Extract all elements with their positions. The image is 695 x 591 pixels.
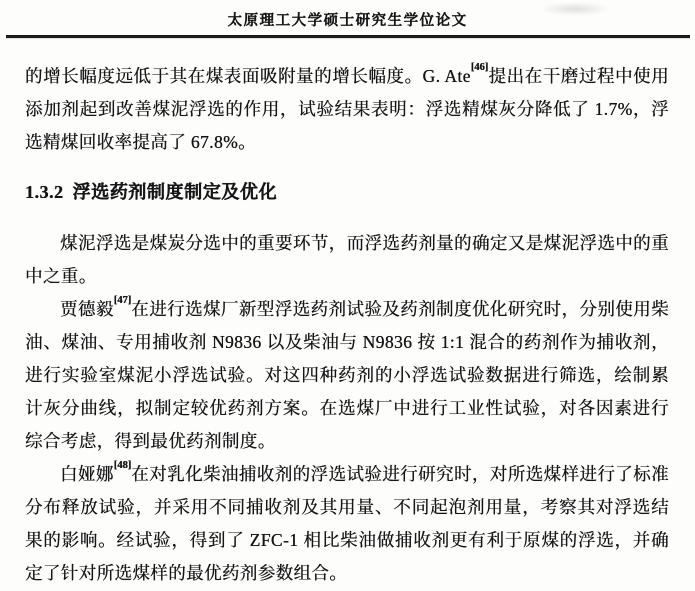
paragraph-1-text-b: 提出在干磨过程中使用添加剂起到改善煤泥浮选的作用，试验结果表明：浮选精煤灰分降低了 1.7%，浮选精煤回收率提高了 67.8%。 — [25, 65, 670, 152]
paragraph-3-author: 贾德毅 — [60, 298, 114, 319]
paragraph-3-text: 在进行选煤厂新型浮选药剂试验及药剂制度优化研究时，分别使用柴油、煤油、专用捕收剂 N9836 以及柴油与 N9836 按 1:1 混合的药剂作为捕收剂，进行实验室煤泥小浮选试验。对这四种药剂的小浮选试验数据进行筛选，绘制累计灰分曲线，拟制定较优药剂方案。在选煤厂中进行工业性试验，对各因素进行综合考虑，得到最优药剂制度。 — [25, 298, 670, 451]
paragraph-1-text-a: 的增长幅度远低于其在煤表面吸附量的增长幅度。G. Ate — [25, 65, 471, 86]
paragraph-4-text: 在对乳化柴油捕收剂的浮选试验进行研究时，对所选煤样进行了标准分布释放试验，并采用不同捕收剂及其用量、不同起泡剂用量，考察其对浮选结果的影响。经试验，得到了 ZFC-1 相比柴油做捕收剂更有利于原煤的浮选，并确定了针对所选煤样的最优药剂参数组合。 — [25, 463, 670, 583]
paragraph-2-text: 煤泥浮选是煤炭分选中的重要环节，而浮选药剂量的确定又是煤泥浮选中的重中之重。 — [25, 232, 669, 286]
citation-48: [48] — [113, 460, 132, 472]
header-title: 太原理工大学硕士研究生学位论文 — [227, 13, 468, 29]
section-number: 1.3.2 — [25, 181, 64, 202]
page-header — [0, 0, 695, 31]
citation-46: [46] — [470, 62, 489, 74]
paragraph-4-author: 白娅娜 — [60, 463, 114, 484]
paragraph-2 — [25, 227, 669, 293]
section-title: 浮选药剂制度制定及优化 — [72, 181, 278, 202]
paragraph-4 — [25, 458, 669, 590]
paragraph-3 — [25, 293, 669, 458]
document-body — [0, 38, 695, 590]
paragraph-continuation — [25, 60, 669, 159]
citation-47: [47] — [113, 295, 132, 307]
section-heading-1-3-2 — [25, 177, 669, 207]
